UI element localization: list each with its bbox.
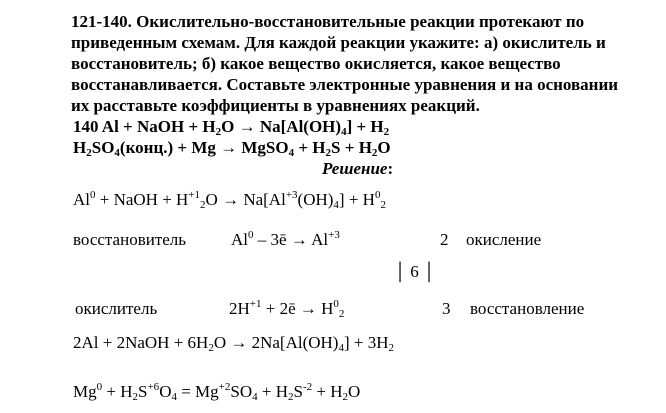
task-line-2: приведенным схемам. Для каждой реакции укажите: а) окислитель и — [71, 33, 606, 52]
reductant-label: восстановитель — [73, 230, 187, 249]
oxidation-half-equation: Al$^0$ – 3ē → $Al^{+3}$ — [231, 229, 340, 249]
solution-heading: Решение: — [322, 159, 394, 178]
reaction-1-oxidation-states: $Al^0$ + NaOH + $H^{+1}_2O \to Na[Al^{+3}(OH)_4] + H^0_2$ — [73, 189, 386, 211]
oxidation-coefficient: 2 — [440, 230, 449, 249]
reaction-1-scheme: 140 Al + NaOH + $H_2O \to Na[Al(OH)_4] + H_2$ — [73, 117, 390, 138]
task-line-1: 121-140. Окислительно-восстановительные реакции протекают по — [71, 12, 585, 31]
task-line-4: восстанавливается. Составьте электронные уравнения и на основании — [71, 75, 619, 94]
reduction-half-equation: $2H^{+1}$ + 2ē → $H^0_2$ — [229, 298, 345, 320]
oxidant-label: окислитель — [75, 299, 158, 318]
reaction-2-oxidation-states: $Mg^0 + H_2S^{+6}O_4 = Mg^{+2}SO_4 + H_2S^{-2} + H_2O$ — [73, 381, 361, 403]
problem-number: 140 — [73, 117, 99, 136]
reduction-label: восстановление — [470, 299, 585, 318]
reduction-coefficient: 3 — [442, 299, 451, 318]
oxidation-label: окисление — [466, 230, 542, 249]
reaction-2-scheme: $H_2SO_4(конц.) + Mg$ → MgSO$_4$ + $H_2S + H_2O$ — [73, 138, 391, 159]
task-line-5: их расставьте коэффициенты в уравнениях реакций. — [71, 96, 480, 115]
task-line-3: восстановитель; б) какое вещество окисляется, какое вещество — [71, 54, 561, 73]
reaction-1-balanced: 2Al + 2NaOH + $6H_2O \to 2Na[Al(OH)_4] + 3H_2$ — [73, 333, 394, 354]
lcm-value: │ 6 │ — [394, 262, 436, 281]
